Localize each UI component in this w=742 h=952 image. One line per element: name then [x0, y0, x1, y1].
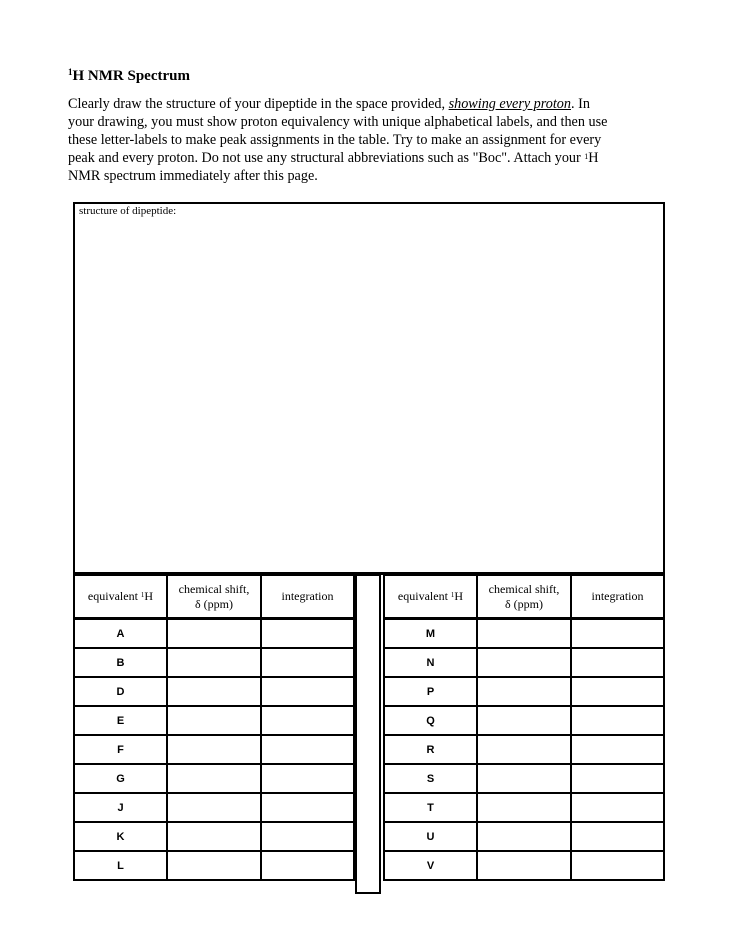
integration-cell[interactable]: [571, 648, 664, 677]
integration-cell[interactable]: [261, 764, 354, 793]
chemical-shift-cell[interactable]: [167, 764, 261, 793]
heading-superscript: 1: [68, 67, 73, 77]
chemical-shift-cell[interactable]: [167, 677, 261, 706]
chemical-shift-cell[interactable]: [477, 648, 571, 677]
integration-cell[interactable]: [261, 735, 354, 764]
table-row: [74, 677, 354, 706]
assignment-table-left: [73, 573, 355, 881]
superscript: 1: [584, 152, 589, 161]
emphasis-text: showing every proton: [448, 96, 571, 112]
proton-label-cell: N: [384, 648, 477, 677]
header-equivalent-h: equivalent $^1$H: [384, 575, 477, 619]
table-row: [384, 648, 664, 677]
instructions-text: peak and every proton. Do not use any structural abbreviations such as "Boc". Attach your: [68, 150, 585, 166]
header-integration: integration: [261, 575, 354, 619]
integration-cell[interactable]: [571, 851, 664, 880]
integration-cell[interactable]: [261, 793, 354, 822]
chemical-shift-cell[interactable]: [167, 619, 261, 649]
heading-text: H NMR Spectrum: [72, 68, 190, 84]
instructions-line-4: [68, 149, 658, 167]
chemical-shift-cell[interactable]: [167, 793, 261, 822]
chemical-shift-cell[interactable]: [167, 851, 261, 880]
proton-label-cell: E: [74, 706, 167, 735]
table-header-row: [384, 575, 664, 619]
proton-label-cell: J: [74, 793, 167, 822]
integration-cell[interactable]: [261, 706, 354, 735]
proton-label-cell: F: [74, 735, 167, 764]
instructions-text: Clearly draw the structure of your dipeptide in the space provided,: [68, 96, 449, 112]
header-chemical-shift: chemical shift, δ (ppm): [477, 575, 571, 619]
table-header-row: [74, 575, 354, 619]
integration-cell[interactable]: [571, 793, 664, 822]
proton-label-cell: T: [384, 793, 477, 822]
chemical-shift-cell[interactable]: [167, 822, 261, 851]
header-chemical-shift: chemical shift, δ (ppm): [167, 575, 261, 619]
proton-label-cell: V: [384, 851, 477, 880]
chemical-shift-cell[interactable]: [167, 648, 261, 677]
chemical-shift-cell[interactable]: [477, 851, 571, 880]
instructions-line-2: your drawing, you must show proton equivalency with unique alphabetical labels, and then use: [68, 114, 608, 130]
proton-label-cell: M: [384, 619, 477, 649]
instructions-paragraph: [68, 95, 658, 185]
chemical-shift-cell[interactable]: [477, 677, 571, 706]
section-heading: [68, 68, 190, 85]
integration-cell[interactable]: [571, 822, 664, 851]
structure-area-label: structure of dipeptide:: [79, 205, 177, 217]
integration-cell[interactable]: [571, 735, 664, 764]
proton-label-cell: S: [384, 764, 477, 793]
proton-label-cell: R: [384, 735, 477, 764]
table-row: [74, 735, 354, 764]
table-row: [384, 764, 664, 793]
table-row: [74, 822, 354, 851]
proton-label-cell: U: [384, 822, 477, 851]
table-row: [384, 706, 664, 735]
table-row: [74, 619, 354, 649]
proton-label-cell: Q: [384, 706, 477, 735]
instructions-line-5: NMR spectrum immediately after this page.: [68, 168, 318, 184]
integration-cell[interactable]: [571, 706, 664, 735]
proton-label-cell: G: [74, 764, 167, 793]
proton-label-cell: L: [74, 851, 167, 880]
assignment-table-right: [383, 573, 665, 881]
chemical-shift-cell[interactable]: [167, 735, 261, 764]
table-row: [384, 822, 664, 851]
table-row: [384, 793, 664, 822]
structure-drawing-area[interactable]: [73, 202, 665, 574]
proton-label-cell: K: [74, 822, 167, 851]
proton-label-cell: B: [74, 648, 167, 677]
table-row: [74, 793, 354, 822]
proton-label-cell: P: [384, 677, 477, 706]
integration-cell[interactable]: [571, 677, 664, 706]
proton-label-cell: A: [74, 619, 167, 649]
table-row: [384, 851, 664, 880]
integration-cell[interactable]: [261, 648, 354, 677]
instructions-line-1: [68, 95, 658, 113]
table-row: [74, 851, 354, 880]
chemical-shift-cell[interactable]: [477, 706, 571, 735]
chemical-shift-cell[interactable]: [477, 735, 571, 764]
header-equivalent-h: equivalent $^1$H: [74, 575, 167, 619]
integration-cell[interactable]: [261, 677, 354, 706]
chemical-shift-cell[interactable]: [477, 764, 571, 793]
instructions-text: H: [588, 150, 599, 166]
chemical-shift-cell[interactable]: [477, 619, 571, 649]
integration-cell[interactable]: [571, 619, 664, 649]
chemical-shift-cell[interactable]: [167, 706, 261, 735]
integration-cell[interactable]: [261, 822, 354, 851]
header-integration: integration: [571, 575, 664, 619]
table-row: [384, 619, 664, 649]
integration-cell[interactable]: [571, 764, 664, 793]
table-row: [74, 706, 354, 735]
integration-cell[interactable]: [261, 619, 354, 649]
chemical-shift-cell[interactable]: [477, 793, 571, 822]
table-row: [74, 764, 354, 793]
chemical-shift-cell[interactable]: [477, 822, 571, 851]
integration-cell[interactable]: [261, 851, 354, 880]
proton-label-cell: D: [74, 677, 167, 706]
table-divider-column: [355, 573, 381, 894]
table-row: [384, 677, 664, 706]
table-row: [384, 735, 664, 764]
instructions-line-3: these letter-labels to make peak assignments in the table. Try to make an assignment for every: [68, 132, 602, 148]
instructions-text: . In: [571, 96, 590, 112]
table-row: [74, 648, 354, 677]
